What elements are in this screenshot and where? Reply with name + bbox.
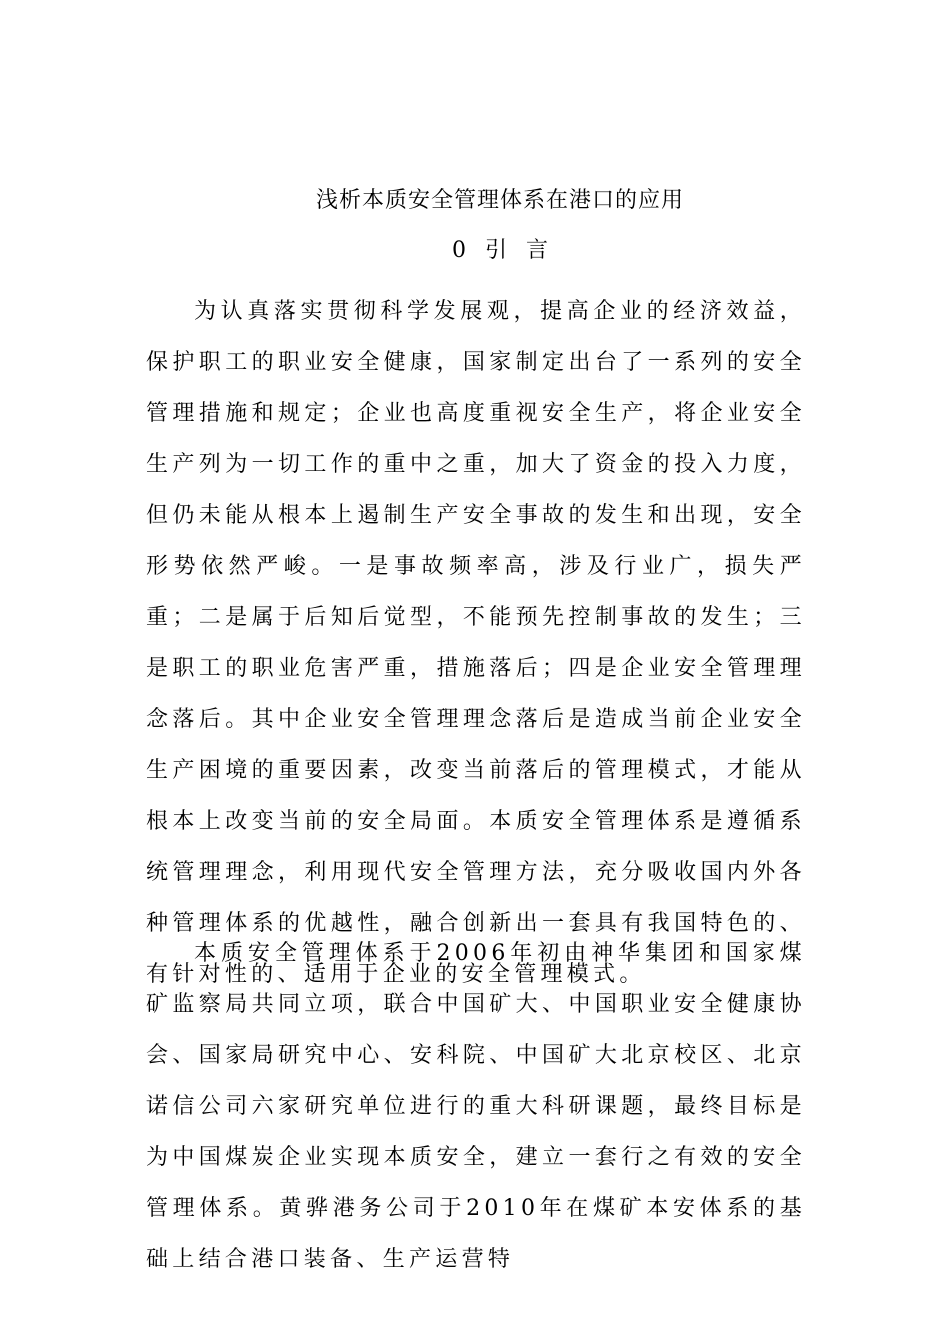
section-heading: 0 引 言 bbox=[452, 238, 548, 263]
document-title: 浅析本质安全管理体系在港口的应用 bbox=[315, 188, 684, 213]
paragraph-introduction: 为认真落实贯彻科学发展观，提高企业的经济效益，保护职工的职业安全健康，国家制定出台了一系列的安全管理措施和规定；企业也高度重视安全生产，将企业安全生产列为一切工作的重中之重，加大了资金的投入力度，但仍未能从根本上遏制生产安全事故的发生和出现，安全形势依然严峻。一是事故频率高，涉及行业广，损失严重；二是属于后知后觉型，不能预先控制事故的发生；三是职工的职业危害严重，措施落后；四是企业安全管理理念落后。其中企业安全管理理念落后是造成当前企业安全生产困境的重要因素，改变当前落后的管理模式，才能从根本上改变当前的安全局面。本质安全管理体系是遵循系统管理理念，利用现代安全管理方法，充分吸收国内外各种管理体系的优越性，融合创新出一套具有我国特色的、有针对性的、适用于企业的安全管理模式。 bbox=[146, 299, 806, 987]
paragraph-system-background: 本质安全管理体系于2006年初由神华集团和国家煤矿监察局共同立项，联合中国矿大、中国职业安全健康协会、国家局研究中心、安科院、中国矿大北京校区、北京诺信公司六家研究单位进行的重大科研课题，最终目标是为中国煤炭企业实现本质安全，建立一套行之有效的安全管理体系。黄骅港务公司于2010年在煤矿本安体系的基础上结合港口装备、生产运营特 bbox=[146, 941, 806, 1272]
